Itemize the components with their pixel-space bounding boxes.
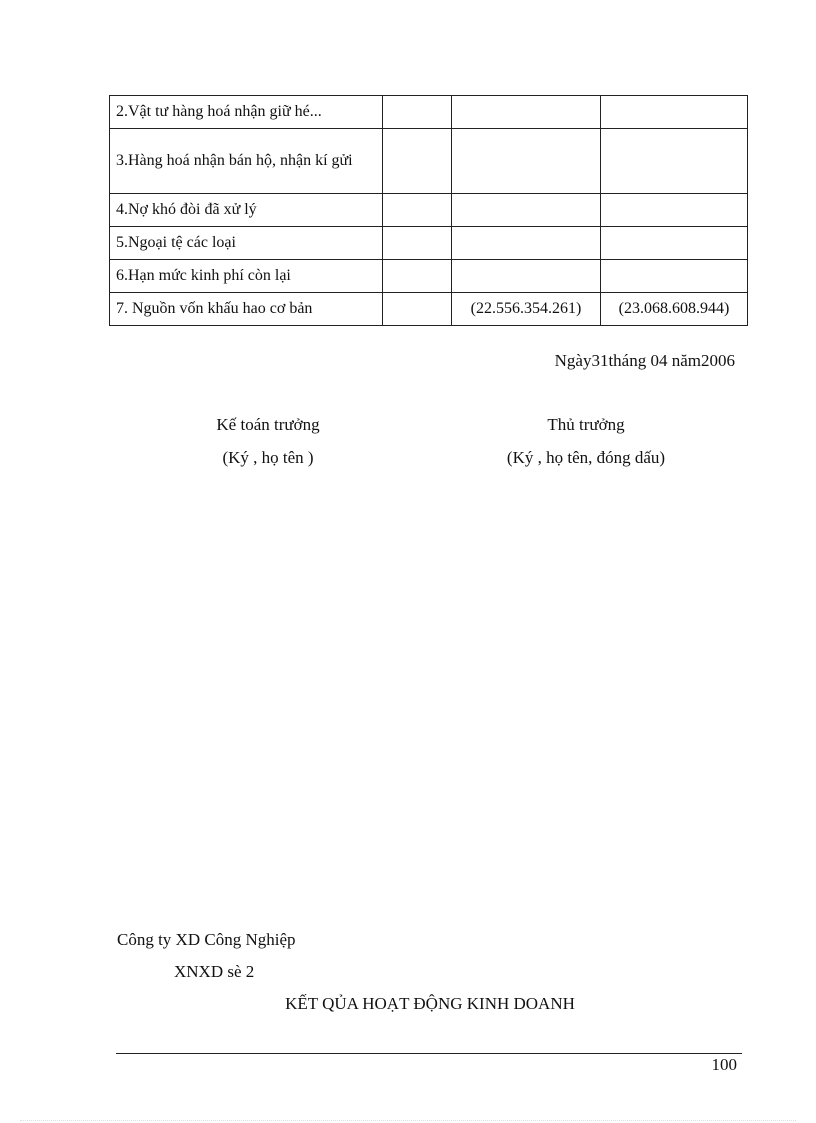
row-value-start xyxy=(452,227,601,260)
signature-title: Thủ trưởng xyxy=(547,415,625,434)
row-code xyxy=(383,194,452,227)
row-label: 4.Nợ khó đòi đã xử lý xyxy=(110,194,383,227)
row-label: 6.Hạn mức kinh phí còn lại xyxy=(110,260,383,293)
page-edge-dotted-line xyxy=(20,1120,796,1121)
date-line: Ngày31tháng 04 năm2006 xyxy=(554,351,735,370)
row-code xyxy=(383,129,452,194)
row-value-start: (22.556.354.261) xyxy=(452,293,601,326)
signature-block-director xyxy=(476,408,696,474)
table-row xyxy=(110,260,748,293)
signature-note: (Ký , họ tên ) xyxy=(222,448,314,467)
unit-name: XNXD sè 2 xyxy=(174,962,255,981)
row-value-end xyxy=(601,227,748,260)
table-row xyxy=(110,227,748,260)
table-row xyxy=(110,194,748,227)
table-row xyxy=(110,129,748,194)
row-label: 3.Hàng hoá nhận bán hộ, nhận kí gửi xyxy=(110,129,383,194)
row-value-start xyxy=(452,194,601,227)
row-value-start xyxy=(452,96,601,129)
row-code xyxy=(383,227,452,260)
row-value-end xyxy=(601,260,748,293)
signature-note: (Ký , họ tên, đóng dấu) xyxy=(506,448,666,467)
row-value-end xyxy=(601,96,748,129)
row-value-end xyxy=(601,194,748,227)
off-balance-table xyxy=(109,95,748,326)
table-row xyxy=(110,293,748,326)
report-title: KẾT QỦA HOẠT ĐỘNG KINH DOANH xyxy=(285,994,575,1013)
row-code xyxy=(383,260,452,293)
row-value-end: (23.068.608.944) xyxy=(601,293,748,326)
row-value-start xyxy=(452,260,601,293)
row-code xyxy=(383,96,452,129)
signature-block-chief-accountant xyxy=(188,408,348,474)
signature-title: Kế toán trưởng xyxy=(216,415,320,434)
company-name: Công ty XD Công Nghiệp xyxy=(117,930,296,949)
row-code xyxy=(383,293,452,326)
row-label: 7. Nguồn vốn khấu hao cơ bản xyxy=(110,293,383,326)
footer-divider xyxy=(116,1053,742,1054)
table-row xyxy=(110,96,748,129)
row-value-end xyxy=(601,129,748,194)
row-label: 2.Vật tư hàng hoá nhận giữ hé... xyxy=(110,96,383,129)
row-value-start xyxy=(452,129,601,194)
page-number: 100 xyxy=(711,1055,737,1074)
row-label: 5.Ngoại tệ các loại xyxy=(110,227,383,260)
